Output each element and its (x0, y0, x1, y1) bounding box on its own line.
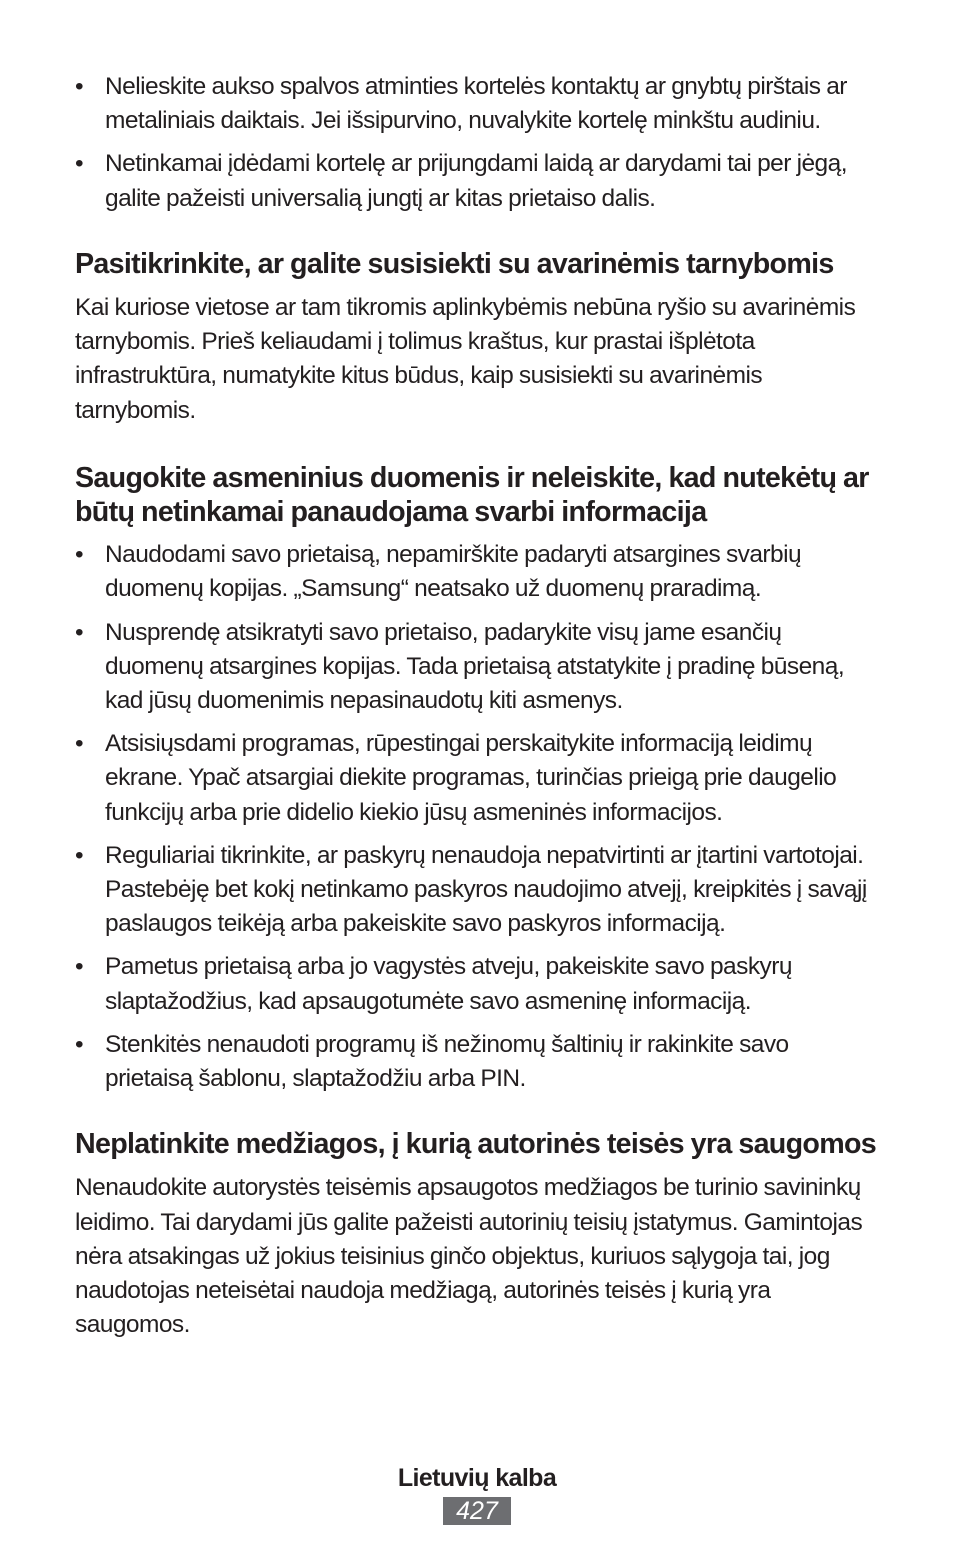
page-content (75, 70, 880, 1343)
list-item (75, 70, 880, 138)
section-heading-emergency: Pasitikrinkite, ar galite susisiekti su avarinėmis tarnybomis (75, 247, 834, 280)
list-item (75, 616, 880, 719)
list-item (75, 950, 880, 1018)
list-item-text: Naudodami savo prietaisą, nepamirškite padaryti atsargines svarbių duomenų kopijas. „Samsung“ neatsako už duomenų praradimą. (105, 541, 802, 603)
list-item-text: Netinkamai įdėdami kortelę ar prijungdami laidą ar darydami tai per jėgą, galite pažeisti universalią jungtį ar kitas prietaiso dalis. (105, 150, 847, 212)
bullet-icon: • (75, 150, 84, 178)
bullet-icon: • (75, 541, 84, 569)
list-item (75, 147, 880, 215)
list-item-text: Nusprendę atsikratyti savo prietaiso, padarykite visų jame esančių duomenų atsargines kopijas. Tada prietaisą atstatykite į pradinę būseną, kad jūsų duomenimis nepasinaudotų kiti asmenys. (105, 618, 845, 715)
section-heading-copyright: Neplatinkite medžiagos, į kurią autorinės teisės yra saugomos (75, 1128, 877, 1161)
bullet-icon: • (75, 730, 84, 758)
page-number-badge: 427 (443, 1497, 511, 1525)
list-item (75, 839, 880, 942)
bullet-icon: • (75, 1030, 84, 1058)
personal-data-bullet-list (75, 538, 880, 1096)
list-item-text: Stenkitės nenaudoti programų iš nežinomų šaltinių ir rakinkite savo prietaisą šablonu, slaptažodžiu arba PIN. (105, 1030, 789, 1093)
list-item-text: Pametus prietaisą arba jo vagystės atveju, pakeiskite savo paskyrų slaptažodžius, kad apsaugotumėte savo asmeninę informaciją. (105, 953, 792, 1015)
page-footer (0, 1461, 954, 1525)
section-body-emergency: Kai kuriose vietose ar tam tikromis aplinkybėmis nebūna ryšio su avarinėmis tarnybomis. Prieš keliaudami į tolimus kraštus, kur prastai išplėtota infrastruktūra, numatykite kitus būdus, kaip susisiekti su avarinėmis tarnybomis. (75, 294, 856, 424)
list-item (75, 538, 880, 606)
section-heading-personal-data: Saugokite asmeninius duomenis ir neleiskite, kad nutekėtų ar būtų netinkamai panaudojama svarbi informacija (75, 461, 869, 529)
section-body-copyright: Nenaudokite autorystės teisėmis apsaugotos medžiagos be turinio savininkų leidimo. Tai darydami jūs galite pažeisti autorinių teisių įstatymus. Gamintojas nėra atsakingas už jokius teisinius ginčo objektus, kuriuos sąlygoja tai, jog naudotojas neteisėtai naudoja medžiagą, autorinės teisės į kurią yra saugomos. (75, 1174, 863, 1339)
bullet-icon: • (75, 73, 84, 100)
list-item (75, 727, 880, 830)
bullet-icon: • (75, 618, 84, 646)
footer-language-label: Lietuvių kalba (397, 1464, 557, 1492)
bullet-icon: • (75, 841, 84, 869)
list-item (75, 1028, 880, 1096)
list-item-text: Nelieskite aukso spalvos atminties kortelės kontaktų ar gnybtų pirštais ar metaliniais daiktais. Jei išsipurvino, nuvalykite kortelę minkštu audiniu. (105, 73, 847, 135)
intro-bullet-list (75, 70, 880, 216)
list-item-text: Reguliariai tikrinkite, ar paskyrų nenaudoja nepatvirtinti ar įtartini vartotojai. Pastebėję bet kokį netinkamo paskyros naudojimo atvejį, kreipkitės į savąjį paslaugos teikėją arba pakeiskite savo paskyros informaciją. (105, 841, 867, 938)
list-item-text: Atsisiųsdami programas, rūpestingai perskaitykite informaciją leidimų ekrane. Ypač atsargiai diekite programas, turinčias prieigą prie daugelio funkcijų arba prie didelio kiekio jūsų asmeninės informacijos. (105, 730, 837, 826)
bullet-icon: • (75, 953, 84, 981)
